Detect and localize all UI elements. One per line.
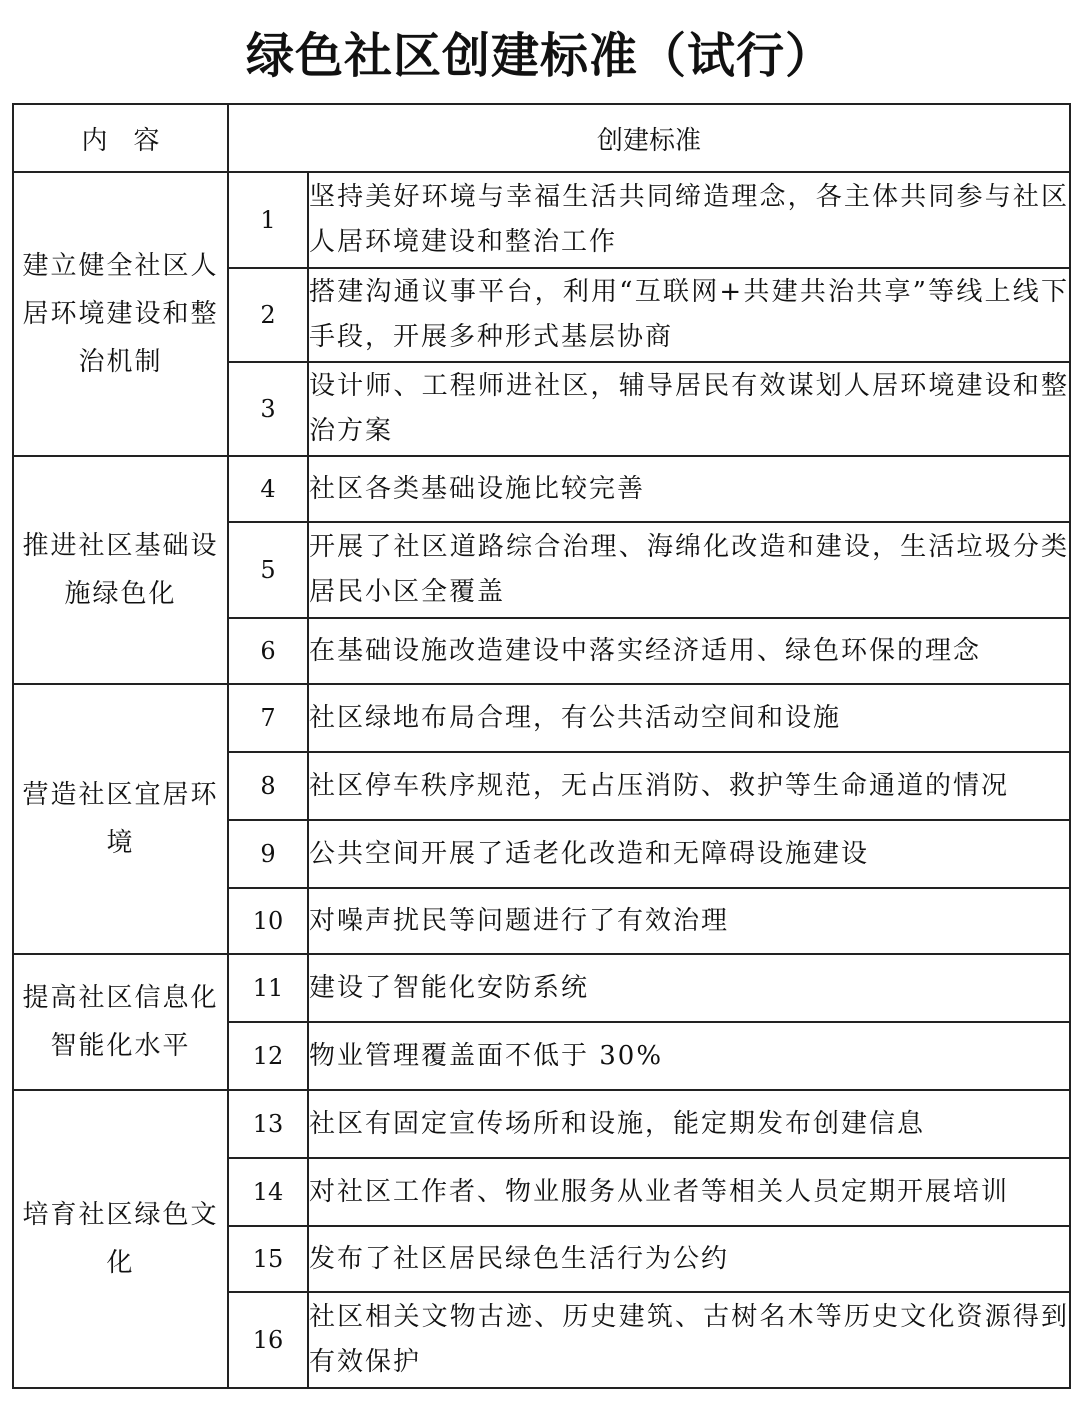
item-standard: 建设了智能化安防系统 [308, 954, 1070, 1022]
item-standard: 公共空间开展了适老化改造和无障碍设施建设 [308, 820, 1070, 888]
page-title: 绿色社区创建标准（试行） [245, 28, 834, 84]
item-number: 6 [228, 618, 308, 684]
standards-table [12, 103, 1071, 1389]
item-number: 1 [228, 172, 308, 268]
item-number: 9 [228, 820, 308, 888]
item-standard: 社区停车秩序规范，无占压消防、救护等生命通道的情况 [308, 752, 1070, 820]
category-cell: 提高社区信息化智能化水平 [13, 954, 228, 1090]
table-header-row [13, 104, 1070, 172]
item-number: 3 [228, 362, 308, 456]
table-row [13, 1090, 1070, 1158]
header-content: 内 容 [13, 104, 228, 172]
header-standard: 创建标准 [228, 104, 1070, 172]
item-number: 16 [228, 1292, 308, 1388]
item-standard: 搭建沟通议事平台，利用“互联网+共建共治共享”等线上线下手段，开展多种形式基层协商 [308, 268, 1070, 362]
item-standard: 对噪声扰民等问题进行了有效治理 [308, 888, 1070, 954]
item-standard: 坚持美好环境与幸福生活共同缔造理念，各主体共同参与社区人居环境建设和整治工作 [308, 172, 1070, 268]
item-number: 11 [228, 954, 308, 1022]
item-standard: 社区绿地布局合理，有公共活动空间和设施 [308, 684, 1070, 752]
item-number: 2 [228, 268, 308, 362]
item-standard: 社区各类基础设施比较完善 [308, 456, 1070, 522]
item-number: 5 [228, 522, 308, 618]
item-number: 7 [228, 684, 308, 752]
item-number: 10 [228, 888, 308, 954]
item-number: 12 [228, 1022, 308, 1090]
category-cell: 建立健全社区人居环境建设和整治机制 [13, 172, 228, 456]
category-cell: 推进社区基础设施绿色化 [13, 456, 228, 684]
item-number: 8 [228, 752, 308, 820]
category-cell: 营造社区宜居环境 [13, 684, 228, 954]
item-standard: 开展了社区道路综合治理、海绵化改造和建设，生活垃圾分类居民小区全覆盖 [308, 522, 1070, 618]
item-number: 4 [228, 456, 308, 522]
table-row [13, 954, 1070, 1022]
item-standard: 发布了社区居民绿色生活行为公约 [308, 1226, 1070, 1292]
table-row [13, 456, 1070, 522]
item-standard: 对社区工作者、物业服务从业者等相关人员定期开展培训 [308, 1158, 1070, 1226]
category-cell: 培育社区绿色文化 [13, 1090, 228, 1388]
item-standard: 物业管理覆盖面不低于 30% [308, 1022, 1070, 1090]
table-row [13, 172, 1070, 268]
table-row [13, 684, 1070, 752]
item-number: 14 [228, 1158, 308, 1226]
item-number: 13 [228, 1090, 308, 1158]
item-standard: 设计师、工程师进社区，辅导居民有效谋划人居环境建设和整治方案 [308, 362, 1070, 456]
item-standard: 社区相关文物古迹、历史建筑、古树名木等历史文化资源得到有效保护 [308, 1292, 1070, 1388]
item-standard: 在基础设施改造建设中落实经济适用、绿色环保的理念 [308, 618, 1070, 684]
item-standard: 社区有固定宣传场所和设施，能定期发布创建信息 [308, 1090, 1070, 1158]
item-number: 15 [228, 1226, 308, 1292]
